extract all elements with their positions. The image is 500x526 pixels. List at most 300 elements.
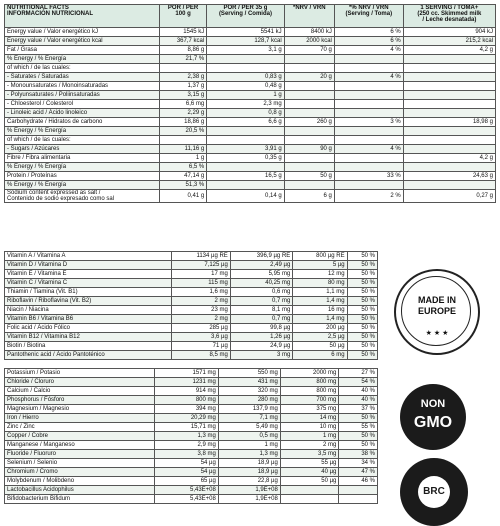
vitamin-cell: 2 mg	[171, 315, 230, 324]
non-gmo-badge	[400, 384, 466, 450]
nutrition-cell: 4 %	[334, 46, 403, 55]
mineral-cell: 431 mg	[218, 378, 280, 387]
nutrition-cell: 8,86 g	[160, 46, 207, 55]
mineral-row	[5, 468, 378, 477]
nutrition-cell: 24,63 g	[403, 172, 495, 181]
mineral-cell: Magnesium / Magnesio	[5, 405, 155, 414]
mineral-cell: 14 mg	[280, 414, 339, 423]
nutrition-cell: 1 g	[207, 91, 284, 100]
nutrition-cell: 18,98 g	[403, 118, 495, 127]
nutrition-cell: - Saturates / Saturadas	[5, 73, 160, 82]
vitamin-cell: Vitamin A / Vitamina A	[5, 252, 172, 261]
vitamin-cell: 2 mg	[171, 297, 230, 306]
nutrition-cell: 1545 kJ	[160, 28, 207, 37]
vitamin-cell: 50 %	[347, 252, 377, 261]
vitamin-cell: 7,125 µg	[171, 261, 230, 270]
vitamin-cell: Vitamin E / Vitamina E	[5, 270, 172, 279]
mineral-cell	[339, 486, 378, 495]
made-in-europe-badge	[394, 269, 480, 355]
header-with-milk: 1 SERVING / TOMA+ (250 cc. Skimmed milk / Leche desnatada)	[403, 5, 495, 28]
nutrition-cell: % Energy / % Energía	[5, 163, 160, 172]
mineral-cell: 375 mg	[280, 405, 339, 414]
vitamin-cell: 1,1 mg	[293, 288, 347, 297]
mineral-cell: 1231 mg	[155, 378, 219, 387]
nutrition-row	[5, 181, 496, 190]
nutrition-cell	[403, 64, 495, 73]
vitamin-cell: 50 %	[347, 288, 377, 297]
nutrition-cell: 47,14 g	[160, 172, 207, 181]
nutrition-row	[5, 154, 496, 163]
nutrition-cell: 3,15 g	[160, 91, 207, 100]
nutrition-cell: 0,41 g	[160, 190, 207, 203]
nutrition-cell: 20 g	[284, 73, 334, 82]
mineral-cell	[339, 495, 378, 504]
nutrition-cell: 6 g	[284, 190, 334, 203]
mineral-cell: 7,1 mg	[218, 414, 280, 423]
mineral-cell: 1,9E+08	[218, 495, 280, 504]
vitamin-cell: 50 %	[347, 279, 377, 288]
mineral-row	[5, 414, 378, 423]
nutrition-cell: 0,48 g	[207, 82, 284, 91]
mineral-cell: Iron / Hierro	[5, 414, 155, 423]
vitamin-cell: 24,9 µg	[230, 342, 292, 351]
mineral-cell: 1,3 mg	[155, 432, 219, 441]
mineral-cell	[280, 486, 339, 495]
nutrition-cell: Carbohydrate / Hidratos de carbono	[5, 118, 160, 127]
mineral-cell: Selenium / Selenio	[5, 459, 155, 468]
mineral-row	[5, 378, 378, 387]
header-nutrient: NUTRITIONAL FACTS INFORMACIÓN NUTRICIONAL	[5, 5, 160, 28]
mineral-cell: 800 mg	[155, 396, 219, 405]
vitamin-cell: 50 %	[347, 324, 377, 333]
vitamin-cell: Pantothenic acid / Ácido Pantoténico	[5, 351, 172, 360]
mineral-cell: 50 µg	[280, 477, 339, 486]
nutrition-cell: Protein / Proteínas	[5, 172, 160, 181]
nutrition-cell	[160, 136, 207, 145]
vitamin-cell: 2,5 µg	[293, 333, 347, 342]
mineral-row	[5, 405, 378, 414]
nutrition-cell: 3,91 g	[207, 145, 284, 154]
mineral-cell: 18,9 µg	[218, 459, 280, 468]
mineral-cell: 5,43E+08	[155, 495, 219, 504]
nutrition-cell: 0,35 g	[207, 154, 284, 163]
nutrition-row	[5, 145, 496, 154]
nutrition-cell: 0,83 g	[207, 73, 284, 82]
vitamin-cell: 12 mg	[293, 270, 347, 279]
nutrition-cell	[284, 181, 334, 190]
mineral-row	[5, 441, 378, 450]
nutrition-row	[5, 172, 496, 181]
nutrition-row	[5, 163, 496, 172]
vitamin-cell: 8,1 mg	[230, 306, 292, 315]
nutrition-row	[5, 190, 496, 203]
mineral-cell: Lactobacillus Acidophilus	[5, 486, 155, 495]
nutrition-cell	[334, 181, 403, 190]
mineral-cell: 54 %	[339, 378, 378, 387]
vitamin-cell: 71 µg	[171, 342, 230, 351]
mineral-row	[5, 495, 378, 504]
vitamin-cell: 16 mg	[293, 306, 347, 315]
mineral-cell: 18,9 µg	[218, 468, 280, 477]
mineral-cell: 40 µg	[280, 468, 339, 477]
mineral-cell: 50 %	[339, 432, 378, 441]
vitamin-cell: Folic acid / Ácido Fólico	[5, 324, 172, 333]
nutrition-cell: 6,6 g	[207, 118, 284, 127]
nutrition-cell: 50 g	[284, 172, 334, 181]
nutrition-cell	[403, 73, 495, 82]
mineral-cell: Fluoride / Fluoruro	[5, 450, 155, 459]
mineral-cell: 1,9E+08	[218, 486, 280, 495]
mineral-cell: 47 %	[339, 468, 378, 477]
vitamin-cell: Vitamin B6 / Vitamina B6	[5, 315, 172, 324]
nutrition-cell	[334, 136, 403, 145]
vitamin-row	[5, 333, 378, 342]
vitamin-row	[5, 351, 378, 360]
vitamin-cell: 23 mg	[171, 306, 230, 315]
nutrition-cell	[284, 163, 334, 172]
vitamin-cell: Vitamin D / Vitamina D	[5, 261, 172, 270]
vitamin-row	[5, 288, 378, 297]
nutrition-row	[5, 109, 496, 118]
nutrition-cell: 2 %	[334, 190, 403, 203]
nutrition-cell: Energy value / Valor energético kJ	[5, 28, 160, 37]
vitamin-cell: 5,95 mg	[230, 270, 292, 279]
vitamin-cell: Riboflavin / Riboflavina (Vit. B2)	[5, 297, 172, 306]
mineral-cell: 27 %	[339, 369, 378, 378]
nutrition-cell: 1,37 g	[160, 82, 207, 91]
stars-icon: ★ ★ ★	[425, 330, 449, 337]
nutrition-cell	[284, 82, 334, 91]
nutrition-cell: 8400 kJ	[284, 28, 334, 37]
nutrition-cell: 70 g	[284, 46, 334, 55]
vitamin-cell: Vitamin C / Vitamina C	[5, 279, 172, 288]
header-per-100g: POR / PER 100 g	[160, 5, 207, 28]
nutrition-row	[5, 64, 496, 73]
brc-badge	[400, 458, 468, 526]
vitamin-cell: 1,26 µg	[230, 333, 292, 342]
vitamin-cell: 5 µg	[293, 261, 347, 270]
nutrition-cell: 21,7 %	[160, 55, 207, 64]
nutrition-cell: 0,14 g	[207, 190, 284, 203]
nutrition-cell: - Monounsaturates / Monoinsaturadas	[5, 82, 160, 91]
mineral-cell: 5,49 mg	[218, 423, 280, 432]
nutrition-cell: 18,86 g	[160, 118, 207, 127]
minerals-table	[4, 368, 378, 504]
nutrition-cell	[403, 109, 495, 118]
vitamin-row	[5, 297, 378, 306]
vitamin-cell: 3,6 µg	[171, 333, 230, 342]
nutrition-cell	[403, 163, 495, 172]
vitamin-cell: 1,4 mg	[293, 297, 347, 306]
mineral-cell: 40 %	[339, 396, 378, 405]
nutrition-cell	[403, 136, 495, 145]
nutrition-cell: 2000 kcal	[284, 37, 334, 46]
nutrition-cell	[284, 136, 334, 145]
nutrition-row	[5, 127, 496, 136]
vitamin-cell: 6 mg	[293, 351, 347, 360]
mineral-cell: 0,5 mg	[218, 432, 280, 441]
nutrition-cell	[207, 136, 284, 145]
mineral-cell: 15,71 mg	[155, 423, 219, 432]
mineral-cell: 280 mg	[218, 396, 280, 405]
mineral-row	[5, 450, 378, 459]
vitamin-cell: 0,7 mg	[230, 297, 292, 306]
mineral-cell: 2,9 mg	[155, 441, 219, 450]
vitamin-cell: 200 µg	[293, 324, 347, 333]
mineral-cell: 2 mg	[280, 441, 339, 450]
mineral-cell: Manganese / Manganeso	[5, 441, 155, 450]
nutrition-row	[5, 118, 496, 127]
nutrition-cell	[284, 127, 334, 136]
nutrition-cell: 128,7 kcal	[207, 37, 284, 46]
vitamin-cell: 50 %	[347, 342, 377, 351]
mineral-cell: 40 %	[339, 387, 378, 396]
nutrition-cell: 4 %	[334, 145, 403, 154]
vitamin-cell: 1,6 mg	[171, 288, 230, 297]
nutrition-cell	[334, 91, 403, 100]
nutrition-cell	[334, 82, 403, 91]
vitamin-row	[5, 279, 378, 288]
nutrition-cell: 2,38 g	[160, 73, 207, 82]
nutrition-cell: of which / de las cuales:	[5, 136, 160, 145]
nutrition-cell: 90 g	[284, 145, 334, 154]
mineral-cell	[280, 495, 339, 504]
nutrition-cell: 367,7 kcal	[160, 37, 207, 46]
mineral-cell: 55 µg	[280, 459, 339, 468]
mineral-row	[5, 477, 378, 486]
mineral-cell: Chloride / Cloruro	[5, 378, 155, 387]
nutrition-cell	[207, 181, 284, 190]
mineral-cell: 800 mg	[280, 387, 339, 396]
nutrition-cell: % Energy / % Energía	[5, 55, 160, 64]
vitamin-cell: Vitamin B12 / Vitamina B12	[5, 333, 172, 342]
nutrition-cell: 3,1 g	[207, 46, 284, 55]
mineral-cell: 700 mg	[280, 396, 339, 405]
nutrition-cell: 16,5 g	[207, 172, 284, 181]
mineral-cell: 2000 mg	[280, 369, 339, 378]
mineral-cell: 1 mg	[280, 432, 339, 441]
mineral-cell: 65 µg	[155, 477, 219, 486]
header-nrv: *NRV / VRN	[284, 5, 334, 28]
mineral-cell: 22,8 µg	[218, 477, 280, 486]
vitamin-cell: 1,4 mg	[293, 315, 347, 324]
mineral-cell: Potassium / Potasio	[5, 369, 155, 378]
nutrition-cell: 0,27 g	[403, 190, 495, 203]
nutrition-cell: 0,8 g	[207, 109, 284, 118]
mineral-cell: 550 mg	[218, 369, 280, 378]
nutrition-cell: 33 %	[334, 172, 403, 181]
mineral-cell: 3,5 mg	[280, 450, 339, 459]
nutrition-row	[5, 46, 496, 55]
nutrition-row	[5, 100, 496, 109]
nutrition-cell	[284, 154, 334, 163]
nutrition-cell: 51,3 %	[160, 181, 207, 190]
nutrition-cell	[207, 163, 284, 172]
nutrition-cell: of which / de las cuales:	[5, 64, 160, 73]
vitamin-cell: 50 %	[347, 306, 377, 315]
nutrition-cell: 20,5 %	[160, 127, 207, 136]
vitamin-row	[5, 261, 378, 270]
nutrition-cell	[334, 64, 403, 73]
mineral-cell: 20,29 mg	[155, 414, 219, 423]
nutrition-cell	[334, 55, 403, 64]
nutrition-cell: 3 %	[334, 118, 403, 127]
nutrition-cell: 6 %	[334, 37, 403, 46]
nutrition-cell	[160, 64, 207, 73]
mineral-cell: Bifidobacterium Bifidum	[5, 495, 155, 504]
nutrition-row	[5, 37, 496, 46]
vitamin-cell: 17 mg	[171, 270, 230, 279]
mineral-cell: 137,9 mg	[218, 405, 280, 414]
mineral-cell: 34 %	[339, 459, 378, 468]
mineral-cell: Molybdenum / Molibdeno	[5, 477, 155, 486]
mineral-cell: 1 mg	[218, 441, 280, 450]
nutrition-row	[5, 136, 496, 145]
nutrition-row	[5, 28, 496, 37]
vitamin-cell: 80 mg	[293, 279, 347, 288]
nutrition-cell: 2,29 g	[160, 109, 207, 118]
nutrition-cell: 4,2 g	[403, 154, 495, 163]
vitamin-row	[5, 306, 378, 315]
mineral-cell: 5,43E+08	[155, 486, 219, 495]
vitamin-cell: 50 %	[347, 270, 377, 279]
vitamin-cell: 396,9 µg RE	[230, 252, 292, 261]
brc-text: BRC	[423, 486, 445, 497]
nutrition-cell: 6 %	[334, 28, 403, 37]
nutrition-cell	[403, 145, 495, 154]
vitamin-cell: 0,7 mg	[230, 315, 292, 324]
nutrition-cell	[284, 91, 334, 100]
vitamin-cell: 2,49 µg	[230, 261, 292, 270]
header-per-serving: POR / PER 35 g (Serving / Comida)	[207, 5, 284, 28]
nutrition-cell: 1 g	[160, 154, 207, 163]
nutrition-row	[5, 82, 496, 91]
mineral-cell: 914 mg	[155, 387, 219, 396]
nutrition-cell	[334, 154, 403, 163]
nutrition-cell: - Polyunsaturates / Poliinsaturadas	[5, 91, 160, 100]
vitamins-table	[4, 251, 378, 360]
mineral-cell: 50 %	[339, 441, 378, 450]
vitamin-cell: Thiamin / Tiamina (Vit. B1)	[5, 288, 172, 297]
nutrition-cell: 260 g	[284, 118, 334, 127]
mineral-cell: Phosphorus / Fósforo	[5, 396, 155, 405]
nutrition-cell: 6,5 %	[160, 163, 207, 172]
nutrition-cell: Fibre / Fibra alimentaria	[5, 154, 160, 163]
mineral-cell: 38 %	[339, 450, 378, 459]
nutrition-cell: Energy value / Valor energético kcal	[5, 37, 160, 46]
non-gmo-bottom-text: GMO	[413, 414, 453, 431]
mineral-cell: Chromium / Cromo	[5, 468, 155, 477]
nutrition-cell: 215,2 kcal	[403, 37, 495, 46]
vitamin-row	[5, 324, 378, 333]
nutrition-cell: 6,6 mg	[160, 100, 207, 109]
mineral-cell: Calcium / Calcio	[5, 387, 155, 396]
nutrition-cell	[334, 127, 403, 136]
vitamin-cell: 40,25 mg	[230, 279, 292, 288]
vitamin-row	[5, 252, 378, 261]
vitamin-cell: 0,6 mg	[230, 288, 292, 297]
mineral-row	[5, 369, 378, 378]
nutrition-row	[5, 73, 496, 82]
nutrition-cell	[207, 55, 284, 64]
mineral-row	[5, 459, 378, 468]
mineral-row	[5, 432, 378, 441]
vitamin-cell: Niacin / Niacina	[5, 306, 172, 315]
nutrition-cell	[284, 64, 334, 73]
vitamin-cell: 50 µg	[293, 342, 347, 351]
mineral-cell: 1571 mg	[155, 369, 219, 378]
nutrition-cell: - Linoleic acid / Ácido linoleico	[5, 109, 160, 118]
nutrition-row	[5, 91, 496, 100]
nutrition-cell	[403, 127, 495, 136]
nutrition-cell	[403, 91, 495, 100]
nutrition-cell: 11,16 g	[160, 145, 207, 154]
nutrition-cell	[284, 55, 334, 64]
nutrition-cell	[334, 163, 403, 172]
vitamin-cell: 1134 µg RE	[171, 252, 230, 261]
mineral-cell: 50 %	[339, 414, 378, 423]
nutrition-cell	[284, 109, 334, 118]
nutrition-row	[5, 55, 496, 64]
nutrition-cell: % Energy / % Energía	[5, 127, 160, 136]
vitamin-cell: 285 µg	[171, 324, 230, 333]
mineral-cell: Copper / Cobre	[5, 432, 155, 441]
nutrition-cell	[334, 100, 403, 109]
vitamin-cell: Biotin / Biotina	[5, 342, 172, 351]
vitamin-row	[5, 270, 378, 279]
mineral-cell: 800 mg	[280, 378, 339, 387]
nutrition-cell: 5541 kJ	[207, 28, 284, 37]
vitamin-cell: 99,8 µg	[230, 324, 292, 333]
nutrition-cell	[403, 100, 495, 109]
mineral-cell: 37 %	[339, 405, 378, 414]
nutrition-cell: 4,2 g	[403, 46, 495, 55]
mineral-cell: 3,8 mg	[155, 450, 219, 459]
nutrition-cell: Sodium content expressed as salt / Contenido de sodio expresado como sal	[5, 190, 160, 203]
non-gmo-top-text: NON	[420, 398, 446, 410]
nutrition-cell	[334, 109, 403, 118]
nutrition-cell	[207, 127, 284, 136]
nutrition-facts-table	[4, 4, 496, 203]
vitamin-cell: 8,5 mg	[171, 351, 230, 360]
mineral-row	[5, 387, 378, 396]
vitamin-cell: 115 mg	[171, 279, 230, 288]
mineral-cell: 46 %	[339, 477, 378, 486]
mineral-cell: 320 mg	[218, 387, 280, 396]
nutrition-cell: 904 kJ	[403, 28, 495, 37]
vitamin-cell: 50 %	[347, 351, 377, 360]
vitamin-cell: 3 mg	[230, 351, 292, 360]
vitamin-row	[5, 315, 378, 324]
mineral-row	[5, 486, 378, 495]
nutrition-cell	[403, 55, 495, 64]
nutrition-cell: % Energy / % Energía	[5, 181, 160, 190]
mineral-cell: 1,3 mg	[218, 450, 280, 459]
mineral-cell: Zinc / Zinc	[5, 423, 155, 432]
nutrition-cell: Fat / Grasa	[5, 46, 160, 55]
vitamin-cell: 50 %	[347, 333, 377, 342]
mineral-cell: 54 µg	[155, 459, 219, 468]
nutrition-cell	[207, 64, 284, 73]
nutrition-cell	[403, 181, 495, 190]
mineral-cell: 10 mg	[280, 423, 339, 432]
nutrition-cell: 2,3 mg	[207, 100, 284, 109]
mineral-cell: 55 %	[339, 423, 378, 432]
vitamin-cell: 50 %	[347, 315, 377, 324]
header-nrv-percent: *% NRV / VRN (Serving / Toma)	[334, 5, 403, 28]
vitamin-cell: 50 %	[347, 261, 377, 270]
mineral-cell: 54 µg	[155, 468, 219, 477]
